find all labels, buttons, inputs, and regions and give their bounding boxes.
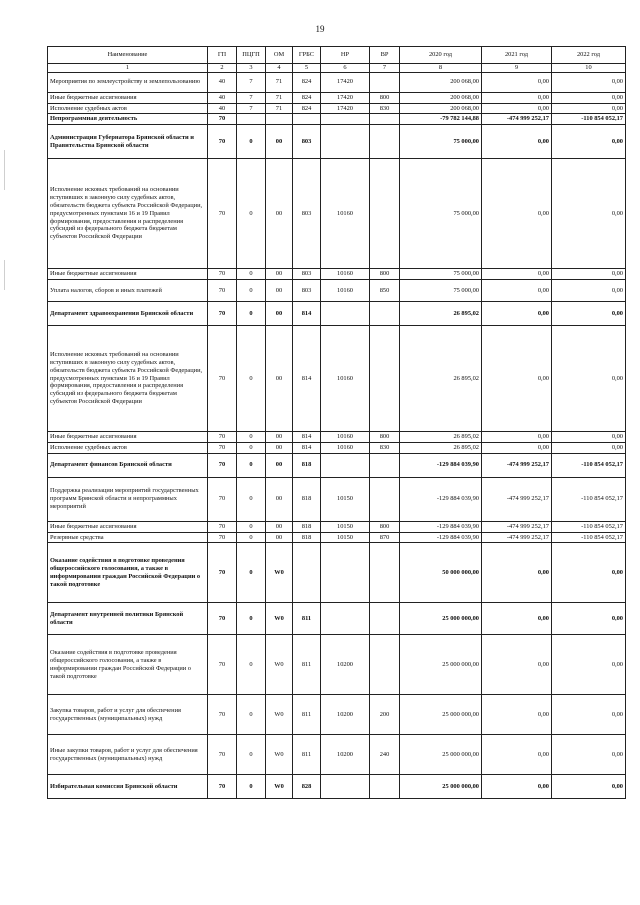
amount-2021-cell: 0,00	[482, 326, 552, 432]
pcgp-cell	[237, 114, 266, 125]
pcgp-cell: 0	[237, 735, 266, 775]
nr-cell: 10160	[321, 432, 370, 443]
row-name-cell: Избирательная комиссия Брянской области	[48, 775, 208, 799]
pcgp-cell: 7	[237, 92, 266, 103]
om-cell: 00	[266, 532, 293, 543]
nr-cell: 10150	[321, 477, 370, 521]
amount-2022-cell: 0,00	[552, 775, 626, 799]
amount-2021-cell: -474 999 252,17	[482, 532, 552, 543]
grbs-cell: 803	[293, 159, 321, 269]
amount-2021-cell: 0,00	[482, 432, 552, 443]
amount-2021-cell: -474 999 252,17	[482, 521, 552, 532]
amount-2022-cell: -110 854 052,17	[552, 477, 626, 521]
pcgp-cell: 0	[237, 280, 266, 302]
row-name-cell: Уплата налогов, сборов и иных платежей	[48, 280, 208, 302]
table-row	[48, 432, 626, 443]
om-cell: 00	[266, 442, 293, 453]
amount-2020-cell: 25 000 000,00	[400, 635, 482, 695]
om-cell: W0	[266, 603, 293, 635]
grbs-cell: 824	[293, 103, 321, 114]
vr-cell	[370, 326, 400, 432]
table-row	[48, 442, 626, 453]
row-name-cell: Департамент здравоохранения Брянской области	[48, 302, 208, 326]
amount-2021-cell: 0,00	[482, 92, 552, 103]
table-row	[48, 103, 626, 114]
amount-2020-cell: 25 000 000,00	[400, 735, 482, 775]
vr-cell: 200	[370, 695, 400, 735]
amount-2021-cell: -474 999 252,17	[482, 477, 552, 521]
grbs-cell: 814	[293, 326, 321, 432]
nr-cell: 10160	[321, 280, 370, 302]
column-index: 5	[293, 64, 321, 73]
scan-edge-mark	[4, 260, 5, 290]
column-header-nr: НР	[321, 47, 370, 64]
nr-cell: 10150	[321, 521, 370, 532]
amount-2020-cell: -129 884 039,90	[400, 521, 482, 532]
nr-cell	[321, 453, 370, 477]
column-header-pcgp: ПЦГП	[237, 47, 266, 64]
column-index: 4	[266, 64, 293, 73]
nr-cell: 10200	[321, 695, 370, 735]
column-index: 1	[48, 64, 208, 73]
vr-cell: 830	[370, 103, 400, 114]
table-row	[48, 775, 626, 799]
om-cell: W0	[266, 775, 293, 799]
amount-2021-cell: 0,00	[482, 269, 552, 280]
amount-2022-cell: -110 854 052,17	[552, 114, 626, 125]
nr-cell: 17420	[321, 103, 370, 114]
column-header-gp: ГП	[208, 47, 237, 64]
gp-cell: 70	[208, 735, 237, 775]
amount-2022-cell: -110 854 052,17	[552, 532, 626, 543]
table-row	[48, 635, 626, 695]
grbs-cell: 814	[293, 432, 321, 443]
amount-2022-cell: 0,00	[552, 72, 626, 92]
vr-cell	[370, 72, 400, 92]
gp-cell: 70	[208, 302, 237, 326]
table-row	[48, 453, 626, 477]
amount-2022-cell: 0,00	[552, 432, 626, 443]
amount-2021-cell: 0,00	[482, 775, 552, 799]
amount-2020-cell: -129 884 039,90	[400, 453, 482, 477]
vr-cell	[370, 775, 400, 799]
row-name-cell: Иные бюджетные ассигнования	[48, 92, 208, 103]
table-row	[48, 326, 626, 432]
grbs-cell: 803	[293, 125, 321, 159]
amount-2020-cell: 26 895,02	[400, 302, 482, 326]
vr-cell	[370, 159, 400, 269]
gp-cell: 70	[208, 125, 237, 159]
amount-2022-cell: 0,00	[552, 280, 626, 302]
grbs-cell: 814	[293, 442, 321, 453]
amount-2020-cell: 75 000,00	[400, 125, 482, 159]
table-row	[48, 603, 626, 635]
pcgp-cell: 0	[237, 775, 266, 799]
column-index: 7	[370, 64, 400, 73]
amount-2022-cell: 0,00	[552, 159, 626, 269]
gp-cell: 70	[208, 543, 237, 603]
amount-2021-cell: 0,00	[482, 603, 552, 635]
column-index: 6	[321, 64, 370, 73]
column-index: 10	[552, 64, 626, 73]
grbs-cell: 811	[293, 635, 321, 695]
table-row	[48, 280, 626, 302]
gp-cell: 70	[208, 775, 237, 799]
nr-cell: 10150	[321, 532, 370, 543]
vr-cell	[370, 125, 400, 159]
pcgp-cell: 0	[237, 326, 266, 432]
amount-2022-cell: 0,00	[552, 635, 626, 695]
gp-cell: 40	[208, 72, 237, 92]
om-cell: W0	[266, 695, 293, 735]
amount-2022-cell: 0,00	[552, 603, 626, 635]
column-header-om: ОМ	[266, 47, 293, 64]
pcgp-cell: 0	[237, 543, 266, 603]
gp-cell: 70	[208, 432, 237, 443]
table-row	[48, 72, 626, 92]
pcgp-cell: 0	[237, 695, 266, 735]
grbs-cell: 828	[293, 775, 321, 799]
gp-cell: 70	[208, 442, 237, 453]
table-row	[48, 269, 626, 280]
column-header-2021: 2021 год	[482, 47, 552, 64]
amount-2022-cell: 0,00	[552, 326, 626, 432]
table-row	[48, 695, 626, 735]
gp-cell: 70	[208, 269, 237, 280]
gp-cell: 70	[208, 114, 237, 125]
nr-cell	[321, 125, 370, 159]
gp-cell: 70	[208, 532, 237, 543]
scan-edge-mark	[4, 150, 5, 190]
column-index: 9	[482, 64, 552, 73]
page-number: 19	[315, 24, 325, 34]
amount-2022-cell: 0,00	[552, 103, 626, 114]
row-name-cell: Исполнение исковых требований на основании вступивших в законную силу судебных актов, обязательств бюджета субъекта Российской Федерации, предусмотренных пунктами 16 и 19 Правил формирования, предоставления и распределения субсидий из федерального бюджета бюджетам субъектов Российской Федерации	[48, 159, 208, 269]
om-cell: 71	[266, 92, 293, 103]
grbs-cell: 818	[293, 477, 321, 521]
nr-cell: 17420	[321, 72, 370, 92]
grbs-cell: 811	[293, 735, 321, 775]
amount-2021-cell: 0,00	[482, 695, 552, 735]
gp-cell: 70	[208, 280, 237, 302]
column-header-vr: ВР	[370, 47, 400, 64]
nr-cell: 10200	[321, 735, 370, 775]
column-header-2022: 2022 год	[552, 47, 626, 64]
vr-cell	[370, 453, 400, 477]
grbs-cell: 803	[293, 280, 321, 302]
row-name-cell: Администрация Губернатора Брянской области и Правительства Брянской области	[48, 125, 208, 159]
amount-2021-cell: -474 999 252,17	[482, 114, 552, 125]
amount-2021-cell: 0,00	[482, 159, 552, 269]
column-index: 2	[208, 64, 237, 73]
vr-cell: 240	[370, 735, 400, 775]
vr-cell	[370, 603, 400, 635]
amount-2022-cell: 0,00	[552, 695, 626, 735]
row-name-cell: Иные бюджетные ассигнования	[48, 432, 208, 443]
vr-cell: 800	[370, 92, 400, 103]
gp-cell: 70	[208, 603, 237, 635]
amount-2020-cell: 25 000 000,00	[400, 695, 482, 735]
grbs-cell: 818	[293, 532, 321, 543]
table-row	[48, 477, 626, 521]
column-index: 3	[237, 64, 266, 73]
amount-2022-cell: 0,00	[552, 269, 626, 280]
om-cell: 00	[266, 521, 293, 532]
column-index-row	[48, 64, 626, 73]
table-row	[48, 114, 626, 125]
row-name-cell: Департамент внутренней политики Брянской области	[48, 603, 208, 635]
om-cell: 00	[266, 326, 293, 432]
column-header-grbs: ГРБС	[293, 47, 321, 64]
amount-2020-cell: 25 000 000,00	[400, 775, 482, 799]
om-cell: 00	[266, 269, 293, 280]
vr-cell: 800	[370, 521, 400, 532]
nr-cell	[321, 543, 370, 603]
row-name-cell: Закупка товаров, работ и услуг для обеспечения государственных (муниципальных) нужд	[48, 695, 208, 735]
gp-cell: 70	[208, 326, 237, 432]
vr-cell: 850	[370, 280, 400, 302]
gp-cell: 70	[208, 635, 237, 695]
amount-2021-cell: 0,00	[482, 103, 552, 114]
om-cell: 00	[266, 159, 293, 269]
om-cell: 00	[266, 302, 293, 326]
row-name-cell: Поддержка реализации мероприятий государственных программ Брянской области и непрограммных мероприятий	[48, 477, 208, 521]
budget-table-container	[47, 46, 625, 799]
nr-cell: 10160	[321, 442, 370, 453]
amount-2022-cell: 0,00	[552, 92, 626, 103]
nr-cell: 10160	[321, 269, 370, 280]
amount-2020-cell: -79 782 144,88	[400, 114, 482, 125]
row-name-cell: Департамент финансов Брянской области	[48, 453, 208, 477]
amount-2020-cell: -129 884 039,90	[400, 532, 482, 543]
amount-2021-cell: 0,00	[482, 543, 552, 603]
grbs-cell: 824	[293, 92, 321, 103]
gp-cell: 70	[208, 159, 237, 269]
gp-cell: 70	[208, 477, 237, 521]
nr-cell: 17420	[321, 92, 370, 103]
om-cell: 00	[266, 280, 293, 302]
pcgp-cell: 0	[237, 603, 266, 635]
gp-cell: 70	[208, 521, 237, 532]
row-name-cell: Иные бюджетные ассигнования	[48, 269, 208, 280]
pcgp-cell: 0	[237, 442, 266, 453]
column-index: 8	[400, 64, 482, 73]
om-cell: W0	[266, 735, 293, 775]
amount-2020-cell: 26 895,02	[400, 432, 482, 443]
vr-cell	[370, 302, 400, 326]
row-name-cell: Резервные средства	[48, 532, 208, 543]
om-cell: W0	[266, 635, 293, 695]
om-cell: 00	[266, 125, 293, 159]
column-header-2020: 2020 год	[400, 47, 482, 64]
amount-2022-cell: 0,00	[552, 543, 626, 603]
amount-2020-cell: 75 000,00	[400, 269, 482, 280]
vr-cell: 870	[370, 532, 400, 543]
amount-2020-cell: 25 000 000,00	[400, 603, 482, 635]
vr-cell: 830	[370, 442, 400, 453]
nr-cell: 10160	[321, 159, 370, 269]
amount-2021-cell: 0,00	[482, 72, 552, 92]
gp-cell: 40	[208, 103, 237, 114]
table-row	[48, 543, 626, 603]
amount-2021-cell: 0,00	[482, 442, 552, 453]
nr-cell: 10160	[321, 326, 370, 432]
pcgp-cell: 0	[237, 521, 266, 532]
amount-2022-cell: -110 854 052,17	[552, 453, 626, 477]
amount-2021-cell: 0,00	[482, 125, 552, 159]
grbs-cell: 824	[293, 72, 321, 92]
grbs-cell: 811	[293, 695, 321, 735]
vr-cell: 800	[370, 432, 400, 443]
amount-2020-cell: 50 000 000,00	[400, 543, 482, 603]
pcgp-cell: 7	[237, 103, 266, 114]
row-name-cell: Иные закупки товаров, работ и услуг для обеспечения государственных (муниципальных) нужд	[48, 735, 208, 775]
pcgp-cell: 0	[237, 453, 266, 477]
row-name-cell: Иные бюджетные ассигнования	[48, 521, 208, 532]
om-cell: 00	[266, 432, 293, 443]
grbs-cell: 818	[293, 521, 321, 532]
row-name-cell: Исполнение исковых требований на основании вступивших в законную силу судебных актов, обязательств бюджета субъекта Российской Федерации, предусмотренных пунктами 16 и 19 Правил формирования, предоставления и распределения субсидий из федерального бюджета бюджетам субъектов Российской Федерации	[48, 326, 208, 432]
pcgp-cell: 0	[237, 125, 266, 159]
gp-cell: 40	[208, 92, 237, 103]
pcgp-cell: 0	[237, 159, 266, 269]
pcgp-cell: 0	[237, 432, 266, 443]
table-row	[48, 159, 626, 269]
table-row	[48, 735, 626, 775]
amount-2020-cell: 26 895,02	[400, 326, 482, 432]
table-row	[48, 302, 626, 326]
table-row	[48, 532, 626, 543]
row-name-cell: Исполнение судебных актов	[48, 103, 208, 114]
amount-2020-cell: 26 895,02	[400, 442, 482, 453]
pcgp-cell: 7	[237, 72, 266, 92]
pcgp-cell: 0	[237, 302, 266, 326]
budget-table	[47, 46, 626, 799]
nr-cell: 10200	[321, 635, 370, 695]
om-cell: 71	[266, 103, 293, 114]
vr-cell	[370, 114, 400, 125]
amount-2022-cell: 0,00	[552, 735, 626, 775]
amount-2020-cell: -129 884 039,90	[400, 477, 482, 521]
row-name-cell: Оказание содействия в подготовке проведения общероссийского голосования, а также в информировании граждан Российской Федерации о такой подготовке	[48, 543, 208, 603]
om-cell: 00	[266, 453, 293, 477]
amount-2020-cell: 75 000,00	[400, 159, 482, 269]
grbs-cell: 818	[293, 453, 321, 477]
amount-2020-cell: 200 068,00	[400, 72, 482, 92]
grbs-cell	[293, 543, 321, 603]
table-row	[48, 125, 626, 159]
grbs-cell	[293, 114, 321, 125]
pcgp-cell: 0	[237, 269, 266, 280]
header-row	[48, 47, 626, 64]
grbs-cell: 814	[293, 302, 321, 326]
om-cell: W0	[266, 543, 293, 603]
table-row	[48, 521, 626, 532]
amount-2021-cell: 0,00	[482, 280, 552, 302]
nr-cell	[321, 775, 370, 799]
vr-cell	[370, 635, 400, 695]
row-name-cell: Мероприятия по землеустройству и землепользованию	[48, 72, 208, 92]
row-name-cell: Непрограммная деятельность	[48, 114, 208, 125]
amount-2022-cell: -110 854 052,17	[552, 521, 626, 532]
amount-2021-cell: 0,00	[482, 635, 552, 695]
vr-cell	[370, 477, 400, 521]
amount-2022-cell: 0,00	[552, 125, 626, 159]
amount-2021-cell: 0,00	[482, 735, 552, 775]
pcgp-cell: 0	[237, 532, 266, 543]
grbs-cell: 811	[293, 603, 321, 635]
vr-cell	[370, 543, 400, 603]
pcgp-cell: 0	[237, 477, 266, 521]
om-cell: 71	[266, 72, 293, 92]
table-row	[48, 92, 626, 103]
vr-cell: 800	[370, 269, 400, 280]
grbs-cell: 803	[293, 269, 321, 280]
gp-cell: 70	[208, 695, 237, 735]
nr-cell	[321, 114, 370, 125]
amount-2020-cell: 75 000,00	[400, 280, 482, 302]
nr-cell	[321, 302, 370, 326]
amount-2020-cell: 200 068,00	[400, 103, 482, 114]
amount-2021-cell: -474 999 252,17	[482, 453, 552, 477]
om-cell: 00	[266, 477, 293, 521]
row-name-cell: Оказание содействия в подготовке проведения общероссийского голосования, а также в информировании граждан Российской Федерации о такой подготовке	[48, 635, 208, 695]
amount-2022-cell: 0,00	[552, 302, 626, 326]
amount-2021-cell: 0,00	[482, 302, 552, 326]
pcgp-cell: 0	[237, 635, 266, 695]
om-cell	[266, 114, 293, 125]
table-body	[48, 72, 626, 799]
row-name-cell: Исполнение судебных актов	[48, 442, 208, 453]
column-header-name: Наименование	[48, 47, 208, 64]
amount-2020-cell: 200 068,00	[400, 92, 482, 103]
gp-cell: 70	[208, 453, 237, 477]
nr-cell	[321, 603, 370, 635]
amount-2022-cell: 0,00	[552, 442, 626, 453]
